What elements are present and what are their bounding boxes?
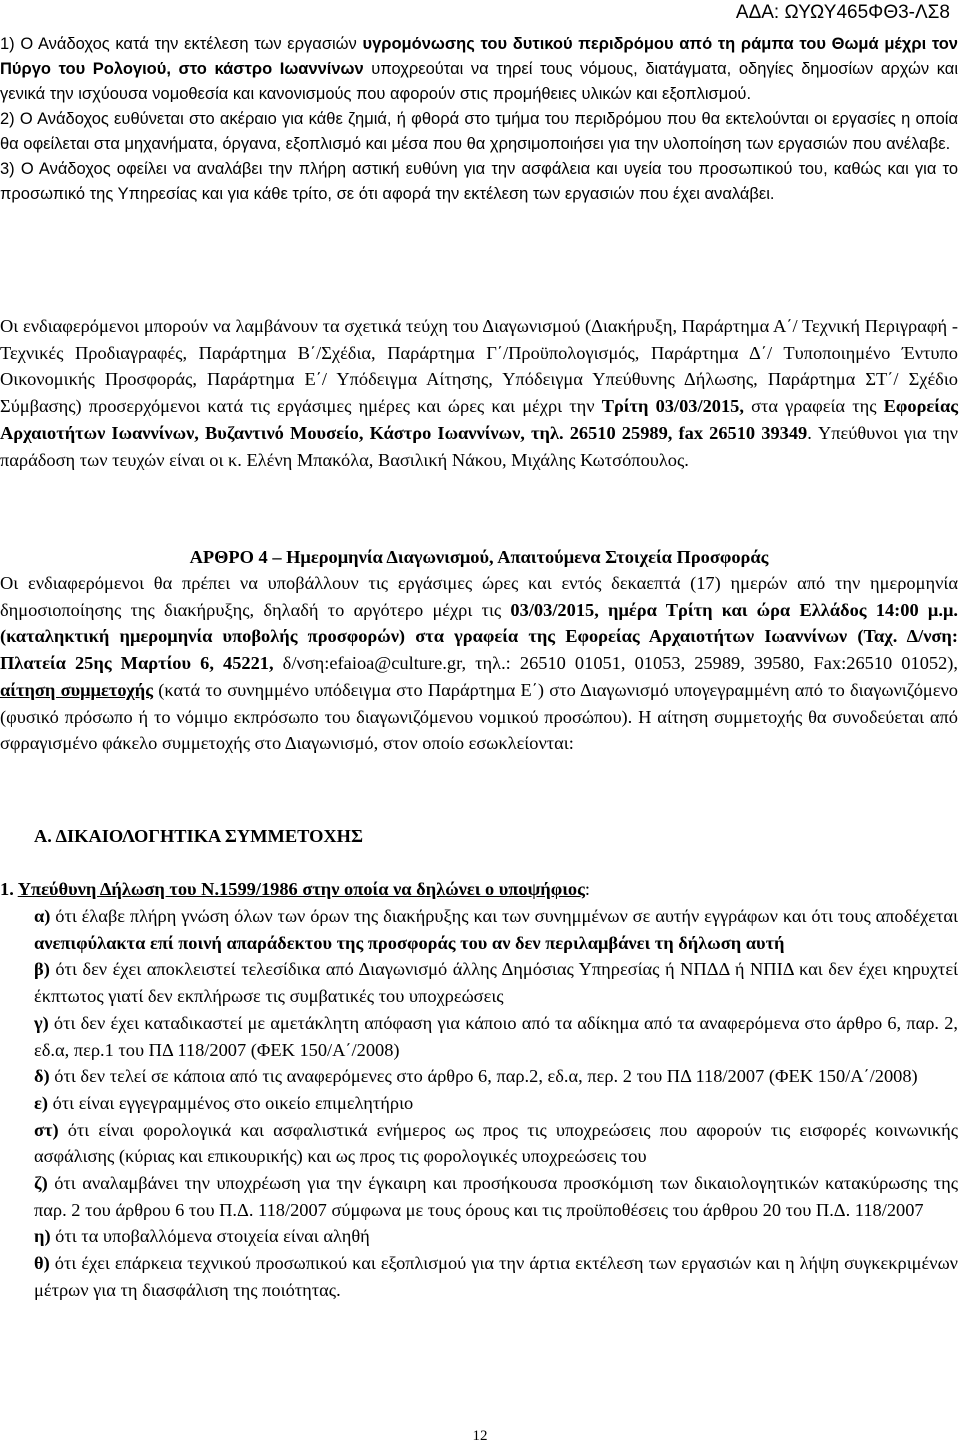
page-number: 12 (472, 1428, 488, 1444)
clause-z: ζ) ότι αναλαμβάνει την υποχρέωση για την έγκαιρη και προσήκουσα προσκόμιση των δικαιολογητικών κατακύρωσης της παρ. 2 του άρθρου 6 του Π.Δ. 118/2007 σύμφωνα με τους όρους και τις προϋποθέσεις του άρθρου 20 του Π.Δ. 118/2007 (34, 1173, 958, 1220)
documents-paragraph: Οι ενδιαφερόμενοι μπορούν να λαμβάνουν τα σχετικά τεύχη του Διαγωνισμού (Διακήρυξη, Παράρτημα Α΄/ Τεχνική Περιγραφή - Τεχνικές Προδιαγραφές, Παράρτημα Β΄/Σχέδια, Παράρτημα Γ΄/Προϋπολογισμός, Παράρτημα Δ΄/ Τυποποιημένο Έντυπο Οικονομικής Προσφοράς, Παράρτημα Ε΄/ Υπόδειγμα Αίτησης, Υπόδειγμα Υπεύθυνης Δήλωσης, Παράρτημα ΣΤ΄/ Σχέδιο Σύμβασης) προσερχόμενοι κατά τις εργάσιμες ημέρες και ώρες και μέχρι την Τρίτη 03/03/2015, στα γραφεία της Εφορείας Αρχαιοτήτων Ιωαννίνων, Βυζαντινό Μουσείο, Κάστρο Ιωαννίνων, τηλ. 26510 25989, fax 26510 39349. Υπεύθυνοι για την παράδοση των τευχών είναι οι κ. Ελένη Μπακόλα, Βασιλική Νάκου, Μιχάλης Κωτσόπουλος. (0, 316, 959, 470)
clause-e: ε) ότι είναι εγγεγραμμένος στο οικείο επιμελητήριο (34, 1092, 414, 1113)
item-1-heading: 1. Υπεύθυνη Δήλωση του Ν.1599/1986 στην οποία να δηλώνει ο υποψήφιος: (0, 879, 590, 899)
declaration-clauses (0, 903, 958, 1304)
section-a-title: Α. ΔΙΚΑΙΟΛΟΓΗΤΙΚΑ ΣΥΜΜΕΤΟΧΗΣ (34, 826, 363, 846)
application-link-text: αίτηση συμμετοχής (0, 679, 153, 700)
clause-b: β) ότι δεν έχει αποκλειστεί τελεσίδικα από Διαγωνισμό άλλης Δημόσιας Υπηρεσίας ή ΝΠΔΔ ή ΝΠΙΔ και δεν έχει κηρυχτεί έκπτωτος γιατί δεν εκπλήρωσε τις συμβατικές του υποχρεώσεις (34, 959, 958, 1007)
clause-h: η) ότι τα υποβαλλόμενα στοιχεία είναι αληθή (34, 1226, 370, 1247)
term-3: 3) Ο Ανάδοχος οφείλει να αναλάβει την πλήρη αστική ευθύνη για την ασφάλεια και υγεία του προσωπικού του, καθώς και για το προσωπικό της Υπηρεσίας και για κάθε τρίτο, σε ότι αφορά την εκτέλεση των εργασιών που έχει αναλάβει. (0, 160, 958, 203)
term-1: 1) Ο Ανάδοχος κατά την εκτέλεση των εργασιών υγρομόνωσης του δυτικού περιδρόμου από τη ράμπα του Θωμά μέχρι τον Πύργο του Ρολογιού, στο κάστρο Ιωαννίνων υποχρεούται να τηρεί τους νόμους, διατάγματα, οδηγίες δημοσίων αρχών και γενικά την ισχύουσα νομοθεσία και κανονισμούς που αφορούν στις προμήθειες υλικών και εξοπλισμού. (0, 35, 958, 103)
clause-st: στ) ότι είναι φορολογικά και ασφαλιστικά ενήμερος ως προς τις υποχρεώσεις που αφορούν τις εισφορές κοινωνικής ασφάλισης (κύριας και επικουρικής) και ως προς τις φορολογικές υποχρεώσεις του (34, 1119, 958, 1167)
article-4-body: Οι ενδιαφερόμενοι θα πρέπει να υποβάλλουν τις εργάσιμες ώρες και εντός δεκαεπτά (17) ημερών από την ημερομηνία δημοσιοποίησης της διακήρυξης, δηλαδή το αργότερο μέχρι τις 03/03/2015, ημέρα Τρίτη και ώρα Ελλάδος 14:00 μ.μ. (καταληκτική ημερομηνία υποβολής προσφορών) στα γραφεία της Εφορείας Αρχαιοτήτων Ιωαννίνων (Ταχ. Δ/νση: Πλατεία 25ης Μαρτίου 6, 45221, δ/νση:efaioa@culture.gr, τηλ.: 26510 01051, 01053, 25989, 39580, Fax:26510 01052), αίτηση συμμετοχής (κατά το συνημμένο υπόδειγμα στο Παράρτημα Ε΄) στο Διαγωνισμό υπογεγραμμένη από το διαγωνιζόμενο (φυσικό πρόσωπο ή το νόμιμο εκπρόσωπο του διαγωνιζόμενου νομικού προσώπου). Η αίτηση συμμετοχής θα συνοδεύεται από σφραγισμένο φάκελο συμμετοχής στο Διαγωνισμό, στον οποίο εσωκλείονται: (0, 573, 959, 754)
clause-c: γ) ότι δεν έχει καταδικαστεί με αμετάκλητη απόφαση για κάποιο από τα αδίκημα από τα αναφερόμενα στο άρθρο 6, παρ. 2, εδ.α, περ.1 του ΠΔ 118/2007 (ΦΕΚ 150/Α΄/2008) (34, 1012, 958, 1060)
ada-code: ΑΔΑ: ΩΥΩΥ465ΦΘ3-ΛΣ8 (735, 2, 950, 23)
contractor-terms (0, 32, 958, 207)
clause-a: α) ότι έλαβε πλήρη γνώση όλων των όρων της διακήρυξης και των συνημμένων σε αυτήν εγγράφων και ότι τους αποδέχεται ανεπιφύλακτα επί ποινή απαράδεκτου της προσφοράς του αν δεν περιλαμβάνει τη δήλωση αυτή (34, 906, 958, 953)
clause-th: θ) ότι έχει επάρκεια τεχνικού προσωπικού και εξοπλισμού για την άρτια εκτέλεση των εργασιών και η λήψη συγκεκριμένων μέτρων για τη διασφάλιση της ποιότητας. (34, 1253, 958, 1300)
article-4-title: ΑΡΘΡΟ 4 – Ημερομηνία Διαγωνισμού, Απαιτούμενα Στοιχεία Προσφοράς (189, 547, 769, 567)
term-2: 2) Ο Ανάδοχος ευθύνεται στο ακέραιο για κάθε ζημιά, ή φθορά στο τμήμα του περιδρόμου που θα εκτελούνται οι εργασίες η οποία θα οφείλεται στα μηχανήματα, όργανα, εξοπλισμό και μέσα που θα χρησιμοποιήσει για την υλοποίηση των εργασιών που ανέλαβε. (0, 110, 958, 153)
clause-d: δ) ότι δεν τελεί σε κάποια από τις αναφερόμενες στο άρθρο 6, παρ.2, εδ.α, περ. 2 του ΠΔ 118/2007 (ΦΕΚ 150/Α΄/2008) (34, 1066, 918, 1087)
